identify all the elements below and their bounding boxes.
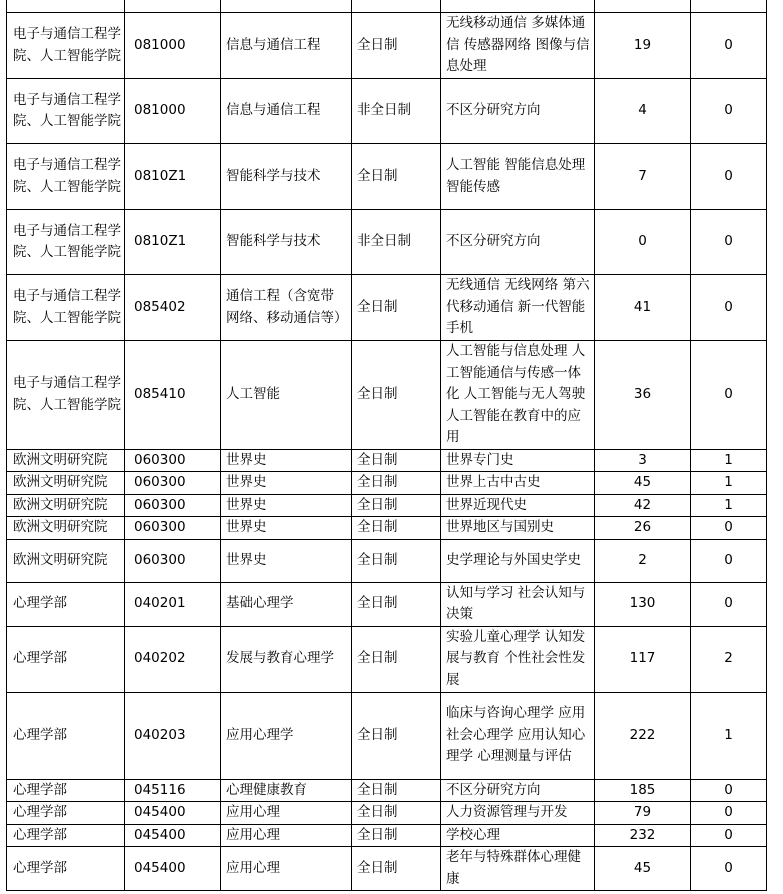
cell-direction: 临床与咨询心理学 应用社会心理学 应用认知心理学 心理测量与评估	[441, 692, 595, 779]
cell-mode: 全日制	[352, 626, 441, 692]
cell-dept: 电子与通信工程学院、人工智能学院	[7, 275, 125, 341]
table-body	[7, 0, 767, 891]
cell-extra: 0	[691, 779, 767, 802]
cell-code: 045116	[125, 779, 221, 802]
cell-mode: 全日制	[352, 449, 441, 472]
cell-dept: 心理学部	[7, 779, 125, 802]
cell-major: 世界史	[221, 494, 352, 517]
cell-direction: 世界上古中古史	[441, 472, 595, 495]
cell-mode: 全日制	[352, 824, 441, 847]
cell-major: 应用心理	[221, 824, 352, 847]
table-row	[7, 802, 767, 825]
cell-plan: 26	[595, 517, 691, 540]
cell-extra: 0	[691, 144, 767, 210]
cell-direction: 不区分研究方向	[441, 210, 595, 275]
cell-mode: 全日制	[352, 275, 441, 341]
cell-code: 060300	[125, 517, 221, 540]
cell-extra: 0	[691, 847, 767, 891]
cell-extra: 1	[691, 449, 767, 472]
cell-direction: 人工智能 智能信息处理 智能传感	[441, 144, 595, 210]
cell-dept: 欧洲文明研究院	[7, 449, 125, 472]
cell-extra: 0	[691, 824, 767, 847]
cell-code: 060300	[125, 494, 221, 517]
cell-mode: 全日制	[352, 472, 441, 495]
cell-direction: 认知与学习 社会认知与决策	[441, 582, 595, 626]
cell-plan: 45	[595, 847, 691, 891]
cell-mode: 全日制	[352, 847, 441, 891]
cell-dept: 电子与通信工程学院、人工智能学院	[7, 79, 125, 144]
cell-direction: 无线通信 无线网络 第六代移动通信 新一代智能手机	[441, 275, 595, 341]
cell-plan: 117	[595, 626, 691, 692]
table-row	[7, 779, 767, 802]
cell-dept: 电子与通信工程学院、人工智能学院	[7, 210, 125, 275]
cell-direction: 实验儿童心理学 认知发展与教育 个性社会性发展	[441, 626, 595, 692]
cell-extra: 0	[691, 582, 767, 626]
cell-extra: 1	[691, 494, 767, 517]
cell-plan: 2	[595, 539, 691, 582]
cell-major: 应用心理	[221, 847, 352, 891]
table-row	[7, 341, 767, 450]
cell-code: 045400	[125, 824, 221, 847]
cell-direction: 世界地区与国别史	[441, 517, 595, 540]
cell-dept: 心理学部	[7, 582, 125, 626]
cell-mode: 全日制	[352, 341, 441, 450]
cell-extra: 1	[691, 472, 767, 495]
cell-extra: 0	[691, 517, 767, 540]
cell-plan: 3	[595, 449, 691, 472]
cell-extra: 0	[691, 275, 767, 341]
cell-plan: 232	[595, 824, 691, 847]
cell-dept: 心理学部	[7, 626, 125, 692]
cell-major: 应用心理	[221, 802, 352, 825]
cell-major: 心理健康教育	[221, 779, 352, 802]
table-row	[7, 13, 767, 79]
cell-extra: 0	[691, 13, 767, 79]
cell-dept: 欧洲文明研究院	[7, 472, 125, 495]
cell-major: 智能科学与技术	[221, 144, 352, 210]
cell-code: 045400	[125, 802, 221, 825]
table-row	[7, 626, 767, 692]
cell-major	[221, 0, 352, 13]
cell-plan: 45	[595, 472, 691, 495]
cell-mode: 非全日制	[352, 210, 441, 275]
cell-plan: 42	[595, 494, 691, 517]
cell-mode: 全日制	[352, 779, 441, 802]
cell-dept: 欧洲文明研究院	[7, 517, 125, 540]
cell-extra	[691, 0, 767, 13]
table-row	[7, 144, 767, 210]
cell-direction: 学校心理	[441, 824, 595, 847]
cell-code: 081000	[125, 79, 221, 144]
cell-extra: 0	[691, 802, 767, 825]
cell-mode: 全日制	[352, 582, 441, 626]
cell-mode: 全日制	[352, 802, 441, 825]
cell-direction: 不区分研究方向	[441, 79, 595, 144]
table-row	[7, 517, 767, 540]
cell-code: 060300	[125, 539, 221, 582]
cell-plan: 36	[595, 341, 691, 450]
cell-direction: 史学理论与外国史学史	[441, 539, 595, 582]
cell-direction: 老年与特殊群体心理健康	[441, 847, 595, 891]
cell-code: 060300	[125, 472, 221, 495]
table-row	[7, 582, 767, 626]
cell-mode: 全日制	[352, 494, 441, 517]
cell-mode: 全日制	[352, 144, 441, 210]
cell-code: 085402	[125, 275, 221, 341]
cell-code: 0810Z1	[125, 144, 221, 210]
cell-dept	[7, 0, 125, 13]
cell-direction: 世界近现代史	[441, 494, 595, 517]
cell-major: 世界史	[221, 539, 352, 582]
cell-direction: 不区分研究方向	[441, 779, 595, 802]
cell-plan: 4	[595, 79, 691, 144]
table-row	[7, 79, 767, 144]
cell-plan: 7	[595, 144, 691, 210]
cell-dept: 电子与通信工程学院、人工智能学院	[7, 144, 125, 210]
table-row	[7, 494, 767, 517]
cell-code: 060300	[125, 449, 221, 472]
cell-major: 发展与教育心理学	[221, 626, 352, 692]
admissions-table	[6, 0, 767, 891]
table-row	[7, 539, 767, 582]
cell-major: 应用心理学	[221, 692, 352, 779]
cell-extra: 0	[691, 79, 767, 144]
cell-plan: 79	[595, 802, 691, 825]
cell-extra: 0	[691, 341, 767, 450]
cell-major: 智能科学与技术	[221, 210, 352, 275]
cell-major: 信息与通信工程	[221, 13, 352, 79]
table-row	[7, 275, 767, 341]
admissions-table-container	[6, 0, 767, 891]
cell-mode: 全日制	[352, 13, 441, 79]
cell-code: 085410	[125, 341, 221, 450]
cell-extra: 1	[691, 692, 767, 779]
cell-direction: 人力资源管理与开发	[441, 802, 595, 825]
cell-mode: 全日制	[352, 539, 441, 582]
cell-direction	[441, 0, 595, 13]
cell-major: 信息与通信工程	[221, 79, 352, 144]
cell-major: 世界史	[221, 517, 352, 540]
cell-extra: 0	[691, 539, 767, 582]
cell-code: 040202	[125, 626, 221, 692]
cell-code: 040201	[125, 582, 221, 626]
cell-plan: 130	[595, 582, 691, 626]
cell-direction: 人工智能与信息处理 人工智能通信与传感一体化 人工智能与无人驾驶 人工智能在教育中的应用	[441, 341, 595, 450]
cell-plan	[595, 0, 691, 13]
cell-dept: 心理学部	[7, 692, 125, 779]
cell-dept: 欧洲文明研究院	[7, 539, 125, 582]
table-row	[7, 210, 767, 275]
table-row	[7, 847, 767, 891]
cell-dept: 电子与通信工程学院、人工智能学院	[7, 13, 125, 79]
cell-major: 世界史	[221, 472, 352, 495]
cell-code: 081000	[125, 13, 221, 79]
cell-dept: 欧洲文明研究院	[7, 494, 125, 517]
cell-direction: 世界专门史	[441, 449, 595, 472]
cell-dept: 心理学部	[7, 847, 125, 891]
cell-plan: 185	[595, 779, 691, 802]
cell-code: 040203	[125, 692, 221, 779]
cell-plan: 41	[595, 275, 691, 341]
cell-mode: 全日制	[352, 692, 441, 779]
cell-mode	[352, 0, 441, 13]
table-row	[7, 472, 767, 495]
table-row-partial	[7, 0, 767, 13]
cell-dept: 电子与通信工程学院、人工智能学院	[7, 341, 125, 450]
cell-dept: 心理学部	[7, 802, 125, 825]
cell-major: 通信工程（含宽带网络、移动通信等）	[221, 275, 352, 341]
cell-major: 基础心理学	[221, 582, 352, 626]
cell-code	[125, 0, 221, 13]
cell-plan: 0	[595, 210, 691, 275]
cell-mode: 非全日制	[352, 79, 441, 144]
cell-mode: 全日制	[352, 517, 441, 540]
table-row	[7, 824, 767, 847]
cell-plan: 222	[595, 692, 691, 779]
cell-plan: 19	[595, 13, 691, 79]
cell-code: 045400	[125, 847, 221, 891]
cell-extra: 2	[691, 626, 767, 692]
table-row	[7, 692, 767, 779]
cell-direction: 无线移动通信 多媒体通信 传感器网络 图像与信息处理	[441, 13, 595, 79]
table-row	[7, 449, 767, 472]
cell-major: 人工智能	[221, 341, 352, 450]
cell-code: 0810Z1	[125, 210, 221, 275]
cell-extra: 0	[691, 210, 767, 275]
cell-major: 世界史	[221, 449, 352, 472]
cell-dept: 心理学部	[7, 824, 125, 847]
